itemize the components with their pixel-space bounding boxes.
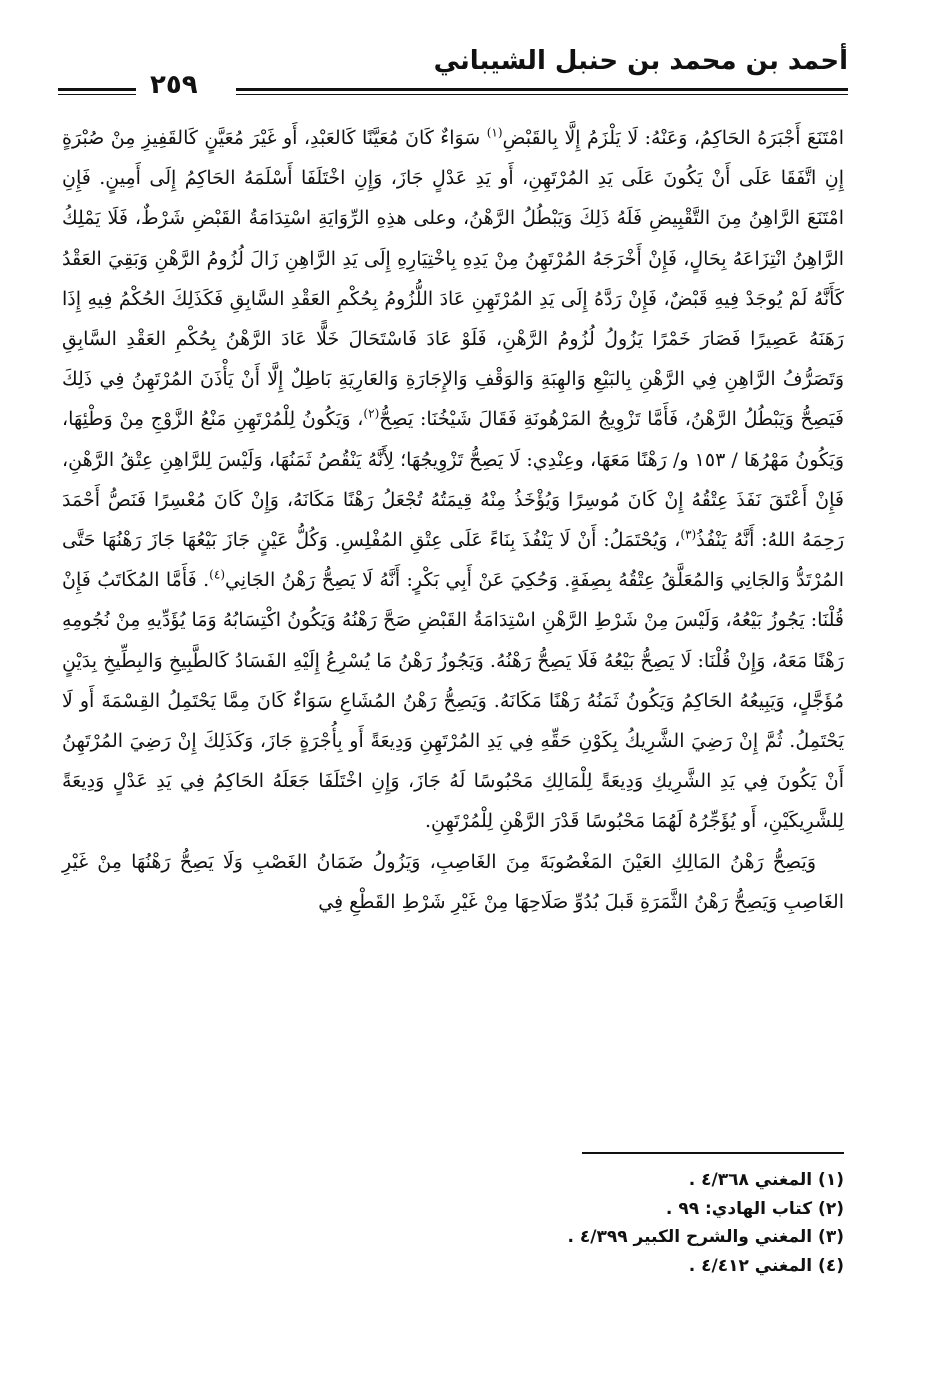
main-text <box>62 118 844 922</box>
text-segment: ، وَيُحْتَمَلُ: أَنْ لَا يَنْفُذَ بِنَاءً عَلَى عِتْقِ المُفْلِسِ. وَكُلُّ عَيْنٍ جَازَ بَيْعُهَا جَازَ رَهْنُهَا حَتَّى المُرْتَدُّ وَالجَانِي وَالمُعَلَّقُ عِتْقُهُ بِصِفَةٍ. وَحُكِيَ عَنْ أَبِي بَكْرٍ: أَنَّهُ لَا يَصِحُّ رَهْنُ الجَانِي <box>62 529 844 592</box>
text-segment: امْتَنَعَ أَجْبَرَهُ الحَاكِمُ، وَعَنْهُ: لَا يَلْزَمُ إِلَّا بِالقَبْضِ <box>502 127 844 149</box>
footnote-1: (١) المغني ٤/٣٦٨ . <box>688 1170 844 1190</box>
page-header <box>58 40 848 104</box>
paragraph-1 <box>62 118 844 842</box>
footnote-2: (٢) كتاب الهادي: ٩٩ . <box>665 1198 844 1219</box>
header-rule-short-thick <box>58 88 136 91</box>
running-title: أحمد بن محمد بن حنبل الشيباني <box>433 46 848 76</box>
footnote-marker-2: (٢) <box>363 407 380 422</box>
footnote-3: (٣) المغني والشرح الكبير ٤/٣٩٩ . <box>567 1227 844 1247</box>
text-segment: . فَأَمَّا المُكَاتَبُ فَإِنْ قُلْنَا: يَجُوزُ بَيْعُهُ، وَلَيْسَ مِنْ شَرْطِ الرَّهْنِ اسْتِدَامَةُ القَبْضِ صَحَّ رَهْنُهُ وَيَكُونُ اكْتِسَابُهُ وَمَا يُؤَدِّيهِ مِنْ نُجُومِهِ رَهْنًا مَعَهُ، وَإِنْ قُلْنَا: لَا يَصِحُّ بَيْعُهُ فَلَا يَصِحُّ رَهْنُهُ. وَيَجُوزُ رَهْنُ مَا يُسْرِعُ إِلَيْهِ الفَسَادُ كَالطَّبِيخِ وَالبِطِّيخِ بِدَيْنٍ مُؤَجَّلٍ، وَيَبِيعُهُ الحَاكِمُ وَيَكُونُ ثَمَنُهُ رَهْنًا مَكَانَهُ. وَيَصِحُّ رَهْنُ المُشَاعِ سَوَاءٌ كَانَ مِمَّا يَحْتَمِلُ القِسْمَةَ أَو لَا يَحْتَمِلُ. ثُمَّ إِنْ رَضِيَ الشَّرِيكُ بِكَوْنِ حَقِّهِ فِي يَدِ المُرْتَهِنِ وَدِيعَةً أَو بِأُجْرَةٍ جَازَ، وَكَذَلِكَ إِنْ رَضِيَ المُرْتَهِنُ أَنْ يَكُونَ فِي يَدِ الشَّرِيكِ وَدِيعَةً لِلْمَالِكِ مَحْبُوسًا لَهُ جَازَ، وَإِنِ اخْتَلَفَا جَعَلَهُ الحَاكِمُ فِي يَدِ عَدْلٍ وَدِيعَةً لِلشَّرِيكَيْنِ، أَو يُؤَجِّرُهُ لَهُمَا مَحْبُوسًا قَدْرَ الرَّهْنِ لِلْمُرْتَهِنِ. <box>62 569 844 833</box>
page-number: ٢٥٩ <box>150 70 198 100</box>
text-segment: ، وَيَكُونُ لِلْمُرْتَهِنِ مَنْعُ الزَّوْجِ مِنْ وَطْئِهَا، وَيَكُونُ مَهْرُهَا / ١٥٣ و/ رَهْنًا مَعَهَا، وعِنْدِي: لَا يَصِحُّ تَزْوِيجُهَا؛ لِأَنَّهُ يَنْقُصُ ثَمَنُهَا، وَلَيْسَ لِلرَّاهِنِ عِتْقُ الرَّهْنِ، فَإِنْ أَعْتَقَ نَفَذَ عِتْقُهُ إِنْ كَانَ مُوسِرًا وَيُؤْخَذُ مِنْهُ قِيمَتُهُ تُجْعَلُ رَهْنًا مَكَانَهُ، وَإِنْ كَانَ مُعْسِرًا فَنَصُّ أَحْمَدَ رَحِمَهُ اللهُ: أَنَّهُ يَنْفُذُ <box>62 408 844 552</box>
footnote-marker-1: (١) <box>486 125 503 140</box>
header-rule-thick <box>236 88 848 91</box>
footnote-marker-3: (٣) <box>680 527 697 542</box>
footnote-4: (٤) المغني ٤/٤١٢ . <box>688 1255 844 1276</box>
footnote-marker-4: (٤) <box>209 567 225 582</box>
footnotes <box>244 1166 844 1280</box>
text-segment: سَوَاءٌ كَانَ مُعَيَّنًا كَالعَبْدِ، أَو غَيْرَ مُعَيَّنٍ كَالقَفِيزِ مِنْ صُبْرَةٍ إِنِ اتَّفَقَا عَلَى أَنْ يَكُونَ عَلَى يَدِ المُرْتَهِنِ، أَو يَدِ عَدْلٍ جَازَ، وَإِنِ اخْتَلَفَا أَسْلَمَهُ الحَاكِمُ إِلَى أَمِينٍ. فَإِنِ امْتَنَعَ الرَّاهِنُ مِنَ التَّقْبِيضِ فَلَهُ ذَلِكَ وَيَبْطُلُ الرَّهْنُ، وعلى هذِهِ الرِّوَايَةِ اسْتِدَامَةُ القَبْضِ شَرْطٌ، فَلَا يَمْلِكُ الرَّاهِنُ انْتِزَاعَهُ بِحَالٍ، فَإِنْ أَخْرَجَهُ المُرْتَهِنُ مِنْ يَدِهِ بِاخْتِيَارِهِ إِلَى يَدِ الرَّاهِنِ زَالَ لُزُومُ الرَّهْنِ وَبَقِيَ العَقْدُ كَأَنَّهُ لَمْ يُوجَدْ فِيهِ قَبْضٌ، فَإِنْ رَدَّهُ إِلَى يَدِ المُرْتَهِنِ عَادَ اللُّزُومُ بِحُكْمِ العَقْدِ السَّابِقِ فَكَذَلِكَ الحُكْمُ فِيهِ إِذَا رَهَنَهُ عَصِيرًا فَصَارَ خَمْرًا يَزُولُ لُزُومُ الرَّهْنِ، فَلَوْ عَادَ فَاسْتَحَالَ خَلًّا عَادَ الرَّهْنُ بِحُكْمِ العَقْدِ السَّابِقِ وَتَصَرُّفُ الرَّاهِنِ فِي الرَّهْنِ بِالبَيْعِ وَالهِبَةِ وَالوَقْفِ وَالإِجَارَةِ وَالعَارِيَةِ بَاطِلٌ إِلَّا أَنْ يَأْذَنَ المُرْتَهِنُ فِي ذَلِكَ فَيَصِحُّ وَيَبْطُلُ الرَّهْنُ، فَأَمَّا تَزْوِيجُ المَرْهُونَةِ فَقَالَ شَيْخُنَا: يَصِحُّ <box>62 127 844 431</box>
footnote-separator <box>582 1152 844 1154</box>
paragraph-2: وَيَصِحُّ رَهْنُ المَالِكِ العَيْنَ المَغْصُوبَةَ مِنَ الغَاصِبِ، وَيَزُولُ ضَمَانُ الغَصْبِ وَلَا يَصِحُّ رَهْنُهَا مِنْ غَيْرِ الغَاصِبِ وَيَصِحُّ رَهْنُ الثَّمَرَةِ قَبلَ بُدُوِّ صَلَاحِهَا مِنْ غَيْرِ شَرْطِ القَطْعِ فِي <box>62 850 844 913</box>
header-rule-thin <box>236 94 848 95</box>
header-rule-short-thin <box>58 94 136 95</box>
